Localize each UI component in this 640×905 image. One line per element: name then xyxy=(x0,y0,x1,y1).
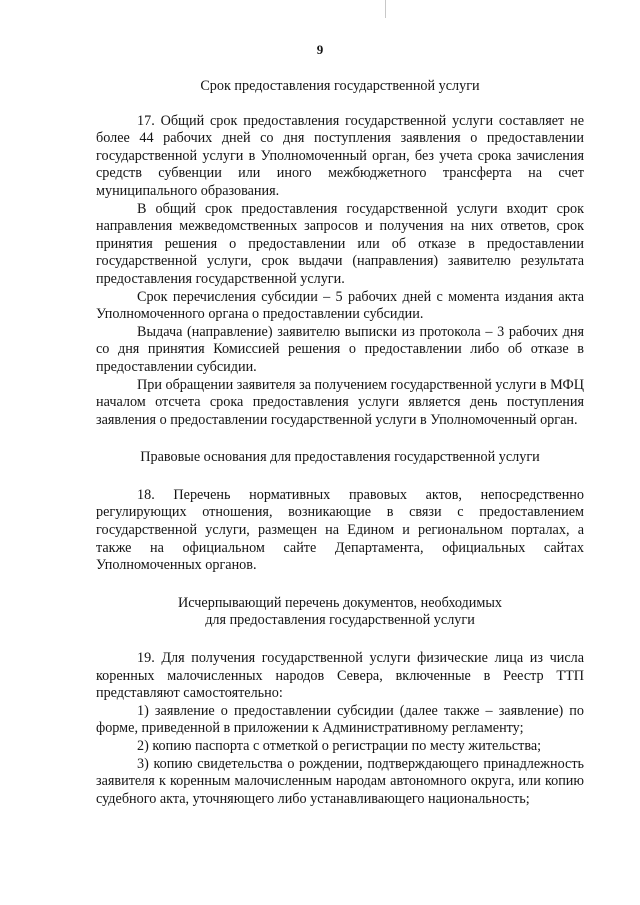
list-item: 3) копию свидетельства о рождении, подтверждающего принадлежность заявителя к коренным малочисленным народам автономного округа, или копию судебного акта, уточняющего либо устанавливающего национальность; xyxy=(96,755,584,807)
scan-artifact-mark xyxy=(385,0,386,18)
paragraph: Выдача (направление) заявителю выписки из протокола – 3 рабочих дня со дня принятия Комиссией решения о предоставлении либо об отказе в предоставлении субсидии. xyxy=(96,323,584,375)
page-number: 9 xyxy=(316,42,324,57)
paragraph: 18. Перечень нормативных правовых актов, непосредственно регулирующих отношения, возникающие в связи с предоставлением государственной услуги, размещен на Едином и региональном порталах, а также на официальном сайте Департамента, официальных сайтах Уполномоченных органов. xyxy=(96,486,584,574)
paragraph: При обращении заявителя за получением государственной услуги в МФЦ началом отсчета срока предоставления услуги является день поступления заявления о предоставлении государственной услуги в Уполномоченный орган. xyxy=(96,376,584,428)
section-heading-term: Срок предоставления государственной услуги xyxy=(200,78,480,94)
list-item: 2) копию паспорта с отметкой о регистрации по месту жительства; xyxy=(137,738,542,754)
section-heading-documents-line-2: для предоставления государственной услуги xyxy=(205,612,475,629)
list-item: 1) заявление о предоставлении субсидии (далее также – заявление) по форме, приведенной в приложении к Административному регламенту; xyxy=(96,702,584,737)
paragraph: Срок перечисления субсидии – 5 рабочих дней с момента издания акта Уполномоченного органа о предоставлении субсидии. xyxy=(96,288,584,323)
section-heading-legal-basis: Правовые основания для предоставления государственной услуги xyxy=(140,449,540,466)
section-heading-documents-line-1: Исчерпывающий перечень документов, необходимых xyxy=(178,594,502,611)
paragraph: В общий срок предоставления государственной услуги входит срок направления межведомственных запросов и получения на них ответов, срок принятия решения о предоставлении или об отказе в предоставлении государственной услуги, срок выдачи (направления) заявителю результата предоставления государственной услуги. xyxy=(96,200,584,287)
document-body xyxy=(96,78,584,808)
paragraph: 17. Общий срок предоставления государственной услуги составляет не более 44 рабочих дней со дня поступления заявления о предоставлении государственной услуги в Уполномоченный орган, без учета срока зачисления средств субвенции или иного межбюджетного трансферта на счет муниципального образования. xyxy=(96,112,584,199)
paragraph: 19. Для получения государственной услуги физические лица из числа коренных малочисленных народов Севера, включенные в Реестр ТТП представляют самостоятельно: xyxy=(96,650,584,702)
